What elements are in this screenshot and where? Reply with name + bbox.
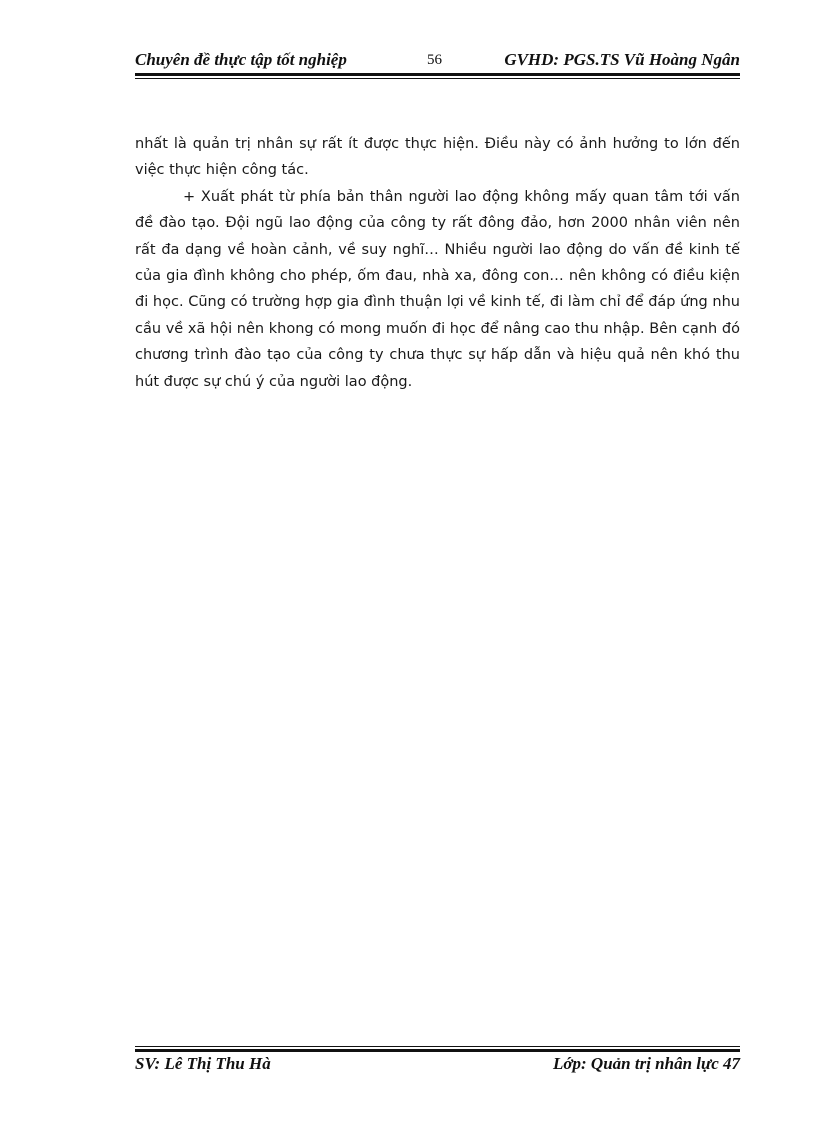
document-title: Chuyên đề thực tập tốt nghiệp (135, 50, 347, 69)
paragraph: + Xuất phát từ phía bản thân người lao động không mấy quan tâm tới vấn đề đào tạo. Đội ngũ lao động của công ty rất đông đảo, hơn 2000 nhân viên nên rất đa dạng về hoàn cảnh, về suy nghĩ… Nhiều người lao động do vấn đề kinh tế của gia đình không cho phép, ốm đau, nhà xa, đông con… nên không có điều kiện đi học. Cũng có trường hợp gia đình thuận lợi về kinh tế, đi làm chỉ để đáp ứng nhu cầu về xã hội nên khong có mong muốn đi học để nâng cao thu nhập. Bên cạnh đó chương trình đào tạo của công ty chưa thực sự hấp dẫn và hiệu quả nên khó thu hút được sự chú ý của người lao động. (135, 188, 740, 390)
page-number: 56 (427, 52, 442, 68)
header-rule-thick (135, 73, 740, 76)
class-name: Lớp: Quản trị nhân lực 47 (553, 1054, 740, 1073)
footer-rule-thin (135, 1046, 740, 1047)
page-header (135, 46, 740, 72)
paragraph-continued: nhất là quản trị nhân sự rất ít được thực hiện. Điều này có ảnh hưởng to lớn đến việc thực hiện công tác. (135, 136, 740, 179)
student-name: SV: Lê Thị Thu Hà (135, 1054, 271, 1073)
footer-rule-thick (135, 1049, 740, 1052)
header-rule-thin (135, 78, 740, 79)
advisor-name: GVHD: PGS.TS Vũ Hoàng Ngân (504, 50, 740, 69)
body-text (135, 131, 740, 395)
page-footer (135, 1054, 740, 1078)
